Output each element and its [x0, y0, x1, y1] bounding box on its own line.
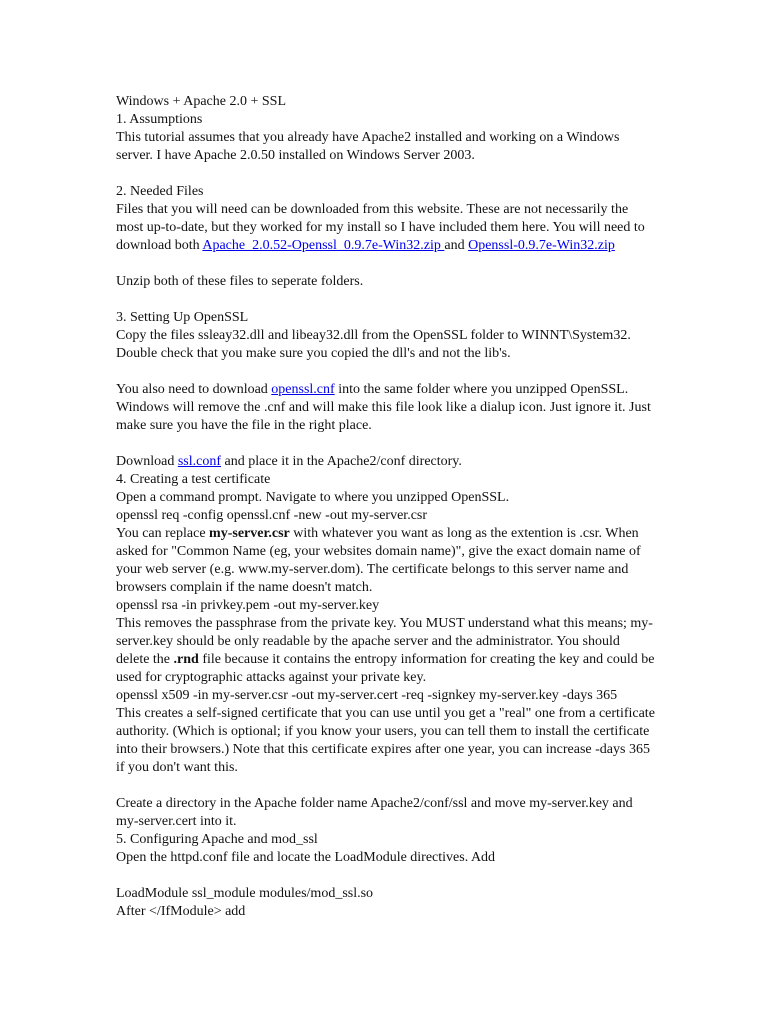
download-cnf-text-b: into the same folder where you unzipped OpenSSL. Windows will remove the .cnf and will make this file look like a dialup icon. Just ignore it. Just make sure you have the file in the right place.: [116, 382, 651, 433]
replace-csr-paragraph: [116, 525, 656, 597]
document-title: Windows + Apache 2.0 + SSL: [116, 94, 286, 109]
spacer: [116, 363, 656, 381]
replace-text-b: with whatever you want as long as the extention is .csr. When asked for "Common Name (eg, your websites domain name)", give the exact domain name of your web server (e.g. www.my-server.dom). The certificate belongs to this server name and browsers complain if the name doesn't match.: [116, 526, 641, 595]
replace-text-a: You can replace: [116, 526, 210, 541]
command-openssl-x509: openssl x509 -in my-server.csr -out my-server.cert -req -signkey my-server.key -days 365: [116, 688, 618, 703]
unzip-paragraph: Unzip both of these files to seperate folders.: [116, 274, 364, 289]
create-directory-paragraph: Create a directory in the Apache folder name Apache2/conf/ssl and move my-server.key and my-server.cert into it.: [116, 796, 633, 829]
open-httpd-conf-paragraph: Open the httpd.conf file and locate the LoadModule directives. Add: [116, 850, 496, 865]
apache-openssl-zip-link[interactable]: Apache_2.0.52-Openssl_0.9.7e-Win32.zip: [202, 238, 445, 253]
copy-dlls-paragraph: Copy the files ssleay32.dll and libeay32.dll from the OpenSSL folder to WINNT\System32. Double check that you make sure you copied the dll's and not the lib's.: [116, 328, 631, 361]
section-heading-configuring-apache: 5. Configuring Apache and mod_ssl: [116, 832, 318, 847]
spacer: [116, 435, 656, 453]
section-heading-needed-files: 2. Needed Files: [116, 184, 204, 199]
download-cnf-paragraph: [116, 381, 656, 435]
needed-files-text: Files that you will need can be downloaded from this website. These are not necessarily the most up-to-date, but they worked for my install so I have included them here. You will need to download both: [116, 202, 645, 253]
assumptions-paragraph: This tutorial assumes that you already have Apache2 installed and working on a Windows server. I have Apache 2.0.50 installed on Windows Server 2003.: [116, 130, 620, 163]
download-ssl-conf-text-a: Download: [116, 454, 178, 469]
removes-text-b: file because it contains the entropy information for creating the key and could be used for cryptographic attacks against your private key.: [116, 652, 655, 685]
open-command-prompt-paragraph: Open a command prompt. Navigate to where you unzipped OpenSSL.: [116, 490, 510, 505]
ssl-conf-link[interactable]: ssl.conf: [177, 454, 221, 469]
openssl-cnf-link[interactable]: openssl.cnf: [271, 382, 335, 397]
loadmodule-line: LoadModule ssl_module modules/mod_ssl.so: [116, 886, 374, 901]
after-ifmodule-line: After </IfModule> add: [116, 904, 246, 919]
command-openssl-req: openssl req -config openssl.cnf -new -out my-server.csr: [116, 508, 428, 523]
spacer: [116, 165, 656, 183]
section-heading-test-certificate: 4. Creating a test certificate: [116, 472, 271, 487]
spacer: [116, 867, 656, 885]
rnd-filename-bold: .rnd: [173, 652, 199, 667]
section-heading-assumptions: 1. Assumptions: [116, 112, 203, 127]
spacer: [116, 255, 656, 273]
and-text: and: [444, 238, 469, 253]
command-openssl-rsa: openssl rsa -in privkey.pem -out my-server.key: [116, 598, 380, 613]
spacer: [116, 291, 656, 309]
needed-files-paragraph: [116, 201, 656, 255]
openssl-zip-link[interactable]: Openssl-0.9.7e-Win32.zip: [468, 238, 615, 253]
document-page: [116, 93, 656, 921]
remove-passphrase-paragraph: [116, 615, 656, 687]
download-cnf-text-a: You also need to download: [116, 382, 272, 397]
download-ssl-conf-paragraph: [116, 453, 656, 471]
download-ssl-conf-text-b: and place it in the Apache2/conf directory.: [221, 454, 462, 469]
section-heading-setting-up-openssl: 3. Setting Up OpenSSL: [116, 310, 249, 325]
self-signed-paragraph: This creates a self-signed certificate that you can use until you get a "real" one from a certificate authority. (Which is optional; if you know your users, you can tell them to install the certificate into their browsers.) Note that this certificate expires after one year, you can increase -days 365 if you don't want this.: [116, 706, 655, 775]
spacer: [116, 777, 656, 795]
csr-filename-bold: my-server.csr: [209, 526, 290, 541]
removes-text-a: This removes the passphrase from the private key. You MUST understand what this means; my-server.key should be only readable by the apache server and the administrator. You should delete the: [116, 616, 653, 667]
